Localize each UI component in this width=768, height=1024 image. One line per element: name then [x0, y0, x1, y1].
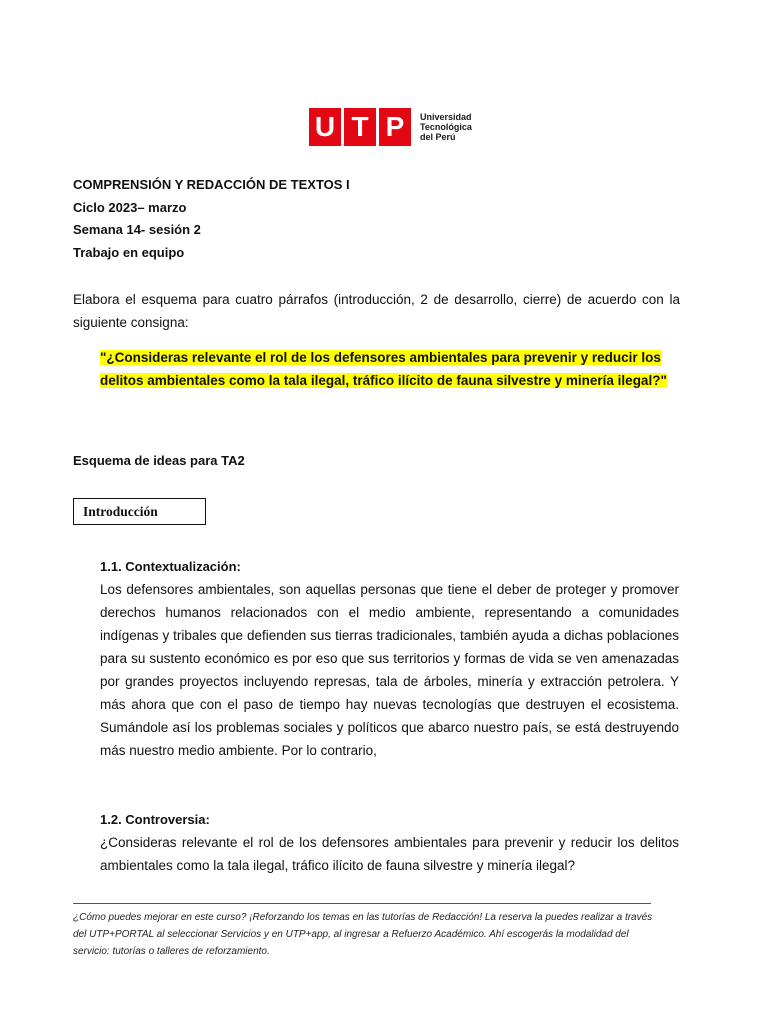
logo-line-1: Universidad	[420, 112, 472, 122]
section-body-contextualizacion: Los defensores ambientales, son aquellas personas que tiene el deber de proteger y promover derechos humanos relacionados con el medio ambiente, representando a comunidades indígenas y tribales que defienden sus tierras tradicionales, también ayuda a dichas poblaciones para su sustento económico es por eso que sus territorios y formas de vida se ven amenazadas por grandes proyectos incluyendo represas, tala de árboles, minería y extracción petrolera. Y más ahora que con el paso de tiempo hay nuevas tecnologías que destruyen el ecosistema. Sumándole así los problemas sociales y políticos que abarco nuestro país, se está destruyendo más nuestro medio ambiente. Por lo contrario,	[100, 582, 679, 758]
section-body-controversia: ¿Consideras relevante el rol de los defensores ambientales para prevenir y reducir los delitos ambientales como la tala ilegal, tráfico ilícito de fauna silvestre y minería ilegal?	[100, 835, 679, 873]
cycle-label: Ciclo 2023– marzo	[73, 200, 187, 215]
utp-logo	[309, 108, 472, 146]
section-heading-contextualizacion: 1.1. Contextualización:	[100, 559, 241, 574]
prompt-question	[100, 346, 676, 392]
logo-wordmark	[420, 112, 472, 142]
scheme-title: Esquema de ideas para TA2	[73, 453, 245, 468]
introduction-box: Introducción	[73, 498, 206, 525]
prompt-highlight: "¿Consideras relevante el rol de los defensores ambientales para prevenir y reducir los delitos ambientales como la tala ilegal, tráfico ilícito de fauna silvestre y minería ilegal?"	[100, 350, 667, 388]
logo-letter-t: T	[344, 108, 376, 146]
footer-note: ¿Cómo puedes mejorar en este curso? ¡Reforzando los temas en las tutorías de Redacción! La reserva la puedes realizar a través del UTP+PORTAL al seleccionar Servicios y en UTP+app, al ingresar a Refuerzo Académico. Ahí escogerás la modalidad del servicio: tutorías o talleres de reforzamiento.	[73, 912, 653, 957]
section-heading-controversia: 1.2. Controversia:	[100, 812, 210, 827]
footer-divider	[73, 903, 651, 904]
work-label: Trabajo en equipo	[73, 245, 185, 260]
logo-letter-u: U	[309, 108, 341, 146]
logo-line-3: del Perú	[420, 132, 456, 142]
logo-letter-p: P	[379, 108, 411, 146]
week-label: Semana 14- sesión 2	[73, 222, 201, 237]
logo-line-2: Tecnológica	[420, 122, 472, 132]
course-title: COMPRENSIÓN Y REDACCIÓN DE TEXTOS I	[73, 177, 350, 192]
instruction-paragraph: Elabora el esquema para cuatro párrafos (introducción, 2 de desarrollo, cierre) de acuerdo con la siguiente consigna:	[73, 292, 680, 330]
